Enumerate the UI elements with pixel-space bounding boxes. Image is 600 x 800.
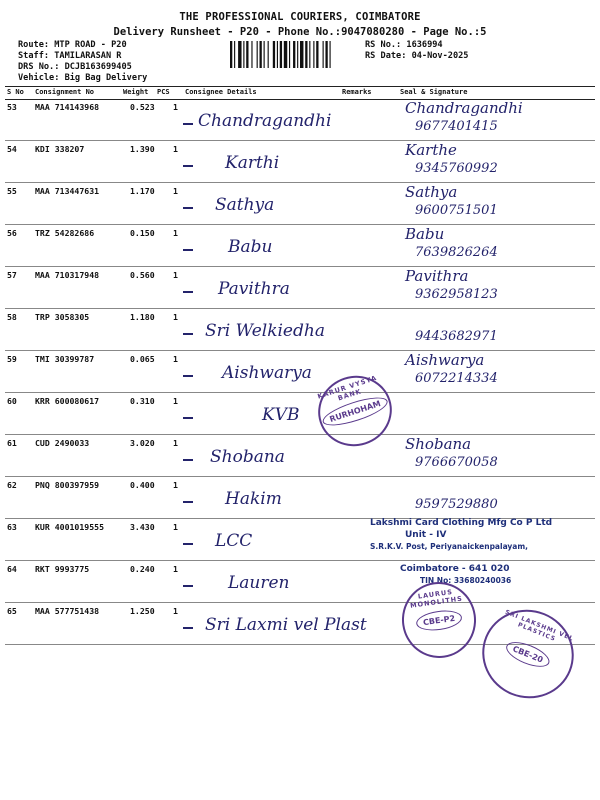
- consignee-handwritten-name: KVB: [262, 405, 300, 425]
- consignee-handwritten-name: Sathya: [215, 195, 275, 215]
- laurus-stamp-ring-text: LAURUS MONOLITHS: [409, 587, 464, 610]
- row-consignment: MAA 577751438: [35, 606, 100, 616]
- rs-no-text: RS No.: 1636994: [365, 40, 443, 50]
- handwritten-dash: [183, 165, 193, 167]
- row-consignment: TRP 3058305: [35, 312, 90, 322]
- signature-phone: 9600751501: [415, 203, 498, 218]
- signature-name: Sathya: [405, 183, 458, 201]
- lcc-line-3: S.R.K.V. Post, Periyanaickenpalayam,: [370, 542, 529, 551]
- row-weight: 0.240: [130, 564, 155, 574]
- signature-phone: 7639826264: [415, 245, 498, 260]
- row-weight: 1.390: [130, 144, 155, 154]
- table-row: [5, 351, 595, 393]
- meta-right: [365, 40, 468, 62]
- row-pcs: 1: [173, 522, 178, 532]
- handwritten-dash: [183, 543, 193, 545]
- consignee-handwritten-name: Hakim: [225, 489, 282, 509]
- row-pcs: 1: [173, 606, 178, 616]
- row-sno: 63: [7, 522, 17, 532]
- row-sno: 64: [7, 564, 17, 574]
- row-consignment: CUD 2490033: [35, 438, 90, 448]
- row-pcs: 1: [173, 186, 178, 196]
- table-header: [5, 86, 595, 100]
- table-row: [5, 183, 595, 225]
- row-consignment: KDI 338207: [35, 144, 85, 154]
- laurus-stamp-center: CBE-P2: [415, 607, 463, 632]
- handwritten-dash: [183, 333, 193, 335]
- row-pcs: 1: [173, 354, 178, 364]
- row-pcs: 1: [173, 480, 178, 490]
- handwritten-dash: [183, 375, 193, 377]
- row-consignment: MAA 713447631: [35, 186, 100, 196]
- consignee-handwritten-name: Lauren: [228, 573, 290, 593]
- row-pcs: 1: [173, 564, 178, 574]
- row-weight: 0.150: [130, 228, 155, 238]
- handwritten-dash: [183, 249, 193, 251]
- handwritten-dash: [183, 585, 193, 587]
- row-weight: 0.400: [130, 480, 155, 490]
- table-row: [5, 309, 595, 351]
- lcc-line-2: Unit - IV: [405, 530, 447, 540]
- document-subtitle: Delivery Runsheet - P20 - Phone No.:9047080280 - Page No.:5: [113, 26, 487, 38]
- kvb-stamp-center: RURHOHAM: [320, 392, 390, 431]
- row-consignment: MAA 714143968: [35, 102, 100, 112]
- row-pcs: 1: [173, 270, 178, 280]
- lcc-line-5: TIN No: 33680240036: [420, 576, 512, 585]
- document-title: THE PROFESSIONAL COURIERS, COIMBATORE: [179, 11, 421, 23]
- handwritten-dash: [183, 291, 193, 293]
- row-sno: 58: [7, 312, 17, 322]
- consignee-handwritten-name: Sri Laxmi vel Plast: [205, 615, 367, 635]
- row-weight: 0.560: [130, 270, 155, 280]
- consignee-handwritten-name: Karthi: [225, 153, 280, 173]
- sri-lakshmi-stamp-center: CBE-20: [503, 637, 553, 672]
- row-consignment: PNQ 800397959: [35, 480, 100, 490]
- table-row: [5, 393, 595, 435]
- signature-name: Shobana: [405, 435, 472, 453]
- kvb-stamp-ring-text: KARUR VYSYA BANK: [316, 373, 379, 403]
- signature-phone: 9443682971: [415, 329, 498, 344]
- row-weight: 0.065: [130, 354, 155, 364]
- lcc-company-stamp: [370, 517, 585, 587]
- signature-name: Karthe: [405, 141, 457, 159]
- signature-name: Pavithra: [405, 267, 469, 285]
- row-consignment: RKT 9993775: [35, 564, 90, 574]
- row-weight: 3.430: [130, 522, 155, 532]
- table-row: [5, 267, 595, 309]
- row-pcs: 1: [173, 144, 178, 154]
- row-consignment: MAA 710317948: [35, 270, 100, 280]
- table-row: [5, 225, 595, 267]
- consignee-handwritten-name: LCC: [215, 531, 253, 551]
- col-consignment: Consignment No: [35, 88, 95, 96]
- table-row: [5, 99, 595, 141]
- row-sno: 62: [7, 480, 17, 490]
- consignee-handwritten-name: Aishwarya: [222, 363, 312, 383]
- col-pcs: PCS: [157, 88, 170, 96]
- col-remarks: Remarks: [342, 88, 372, 96]
- row-weight: 1.180: [130, 312, 155, 322]
- lcc-line-4: Coimbatore - 641 020: [400, 564, 510, 574]
- consignee-handwritten-name: Pavithra: [218, 279, 290, 299]
- row-weight: 0.523: [130, 102, 155, 112]
- col-sno: S No: [7, 88, 24, 96]
- row-pcs: 1: [173, 102, 178, 112]
- signature-name: Aishwarya: [405, 351, 485, 369]
- row-sno: 59: [7, 354, 17, 364]
- row-pcs: 1: [173, 312, 178, 322]
- row-weight: 3.020: [130, 438, 155, 448]
- handwritten-dash: [183, 627, 193, 629]
- row-weight: 0.310: [130, 396, 155, 406]
- row-sno: 56: [7, 228, 17, 238]
- signature-name: Chandragandhi: [405, 99, 523, 117]
- signature-name: Babu: [405, 225, 445, 243]
- row-pcs: 1: [173, 438, 178, 448]
- signature-phone: 9766670058: [415, 455, 498, 470]
- staff-text: Staff: TAMILARASAN R: [18, 51, 122, 61]
- handwritten-dash: [183, 459, 193, 461]
- signature-phone: 9362958123: [415, 287, 498, 302]
- consignee-handwritten-name: Shobana: [210, 447, 285, 467]
- row-consignment: TMI 30399787: [35, 354, 95, 364]
- handwritten-dash: [183, 501, 193, 503]
- row-pcs: 1: [173, 228, 178, 238]
- handwritten-dash: [183, 207, 193, 209]
- row-sno: 54: [7, 144, 17, 154]
- vehicle-text: Vehicle: Big Bag Delivery: [18, 73, 148, 83]
- row-sno: 55: [7, 186, 17, 196]
- signature-phone: 6072214334: [415, 371, 498, 386]
- meta-left: [18, 40, 147, 84]
- signature-phone: 9597529880: [415, 497, 498, 512]
- sri-lakshmi-stamp-ring-text: SRI LAKSHMI VEL PLASTICS: [503, 608, 575, 644]
- row-consignment: TRZ 54282686: [35, 228, 95, 238]
- signature-phone: 9677401415: [415, 119, 498, 134]
- drs-text: DRS No.: DCJB163699405: [18, 62, 132, 72]
- lcc-line-1: Lakshmi Card Clothing Mfg Co P Ltd: [370, 518, 553, 528]
- table-row: [5, 141, 595, 183]
- consignee-handwritten-name: Babu: [228, 237, 273, 257]
- signature-phone: 9345760992: [415, 161, 498, 176]
- table-row: [5, 435, 595, 477]
- row-sno: 65: [7, 606, 17, 616]
- route-text: Route: MTP ROAD - P20: [18, 40, 127, 50]
- row-weight: 1.170: [130, 186, 155, 196]
- row-pcs: 1: [173, 396, 178, 406]
- row-weight: 1.250: [130, 606, 155, 616]
- barcode-image: [230, 41, 360, 68]
- col-consignee: Consignee Details: [185, 88, 257, 96]
- row-consignment: KUR 4001019555: [35, 522, 105, 532]
- col-seal: Seal & Signature: [400, 88, 468, 96]
- rs-date-text: RS Date: 04-Nov-2025: [365, 51, 469, 61]
- handwritten-dash: [183, 123, 193, 125]
- table-row: [5, 477, 595, 519]
- handwritten-dash: [183, 417, 193, 419]
- row-sno: 53: [7, 102, 17, 112]
- row-consignment: KRR 600080617: [35, 396, 100, 406]
- row-sno: 61: [7, 438, 17, 448]
- row-sno: 60: [7, 396, 17, 406]
- consignee-handwritten-name: Sri Welkiedha: [205, 321, 325, 341]
- row-sno: 57: [7, 270, 17, 280]
- consignee-handwritten-name: Chandragandhi: [198, 111, 332, 131]
- col-weight: Weight: [123, 88, 149, 96]
